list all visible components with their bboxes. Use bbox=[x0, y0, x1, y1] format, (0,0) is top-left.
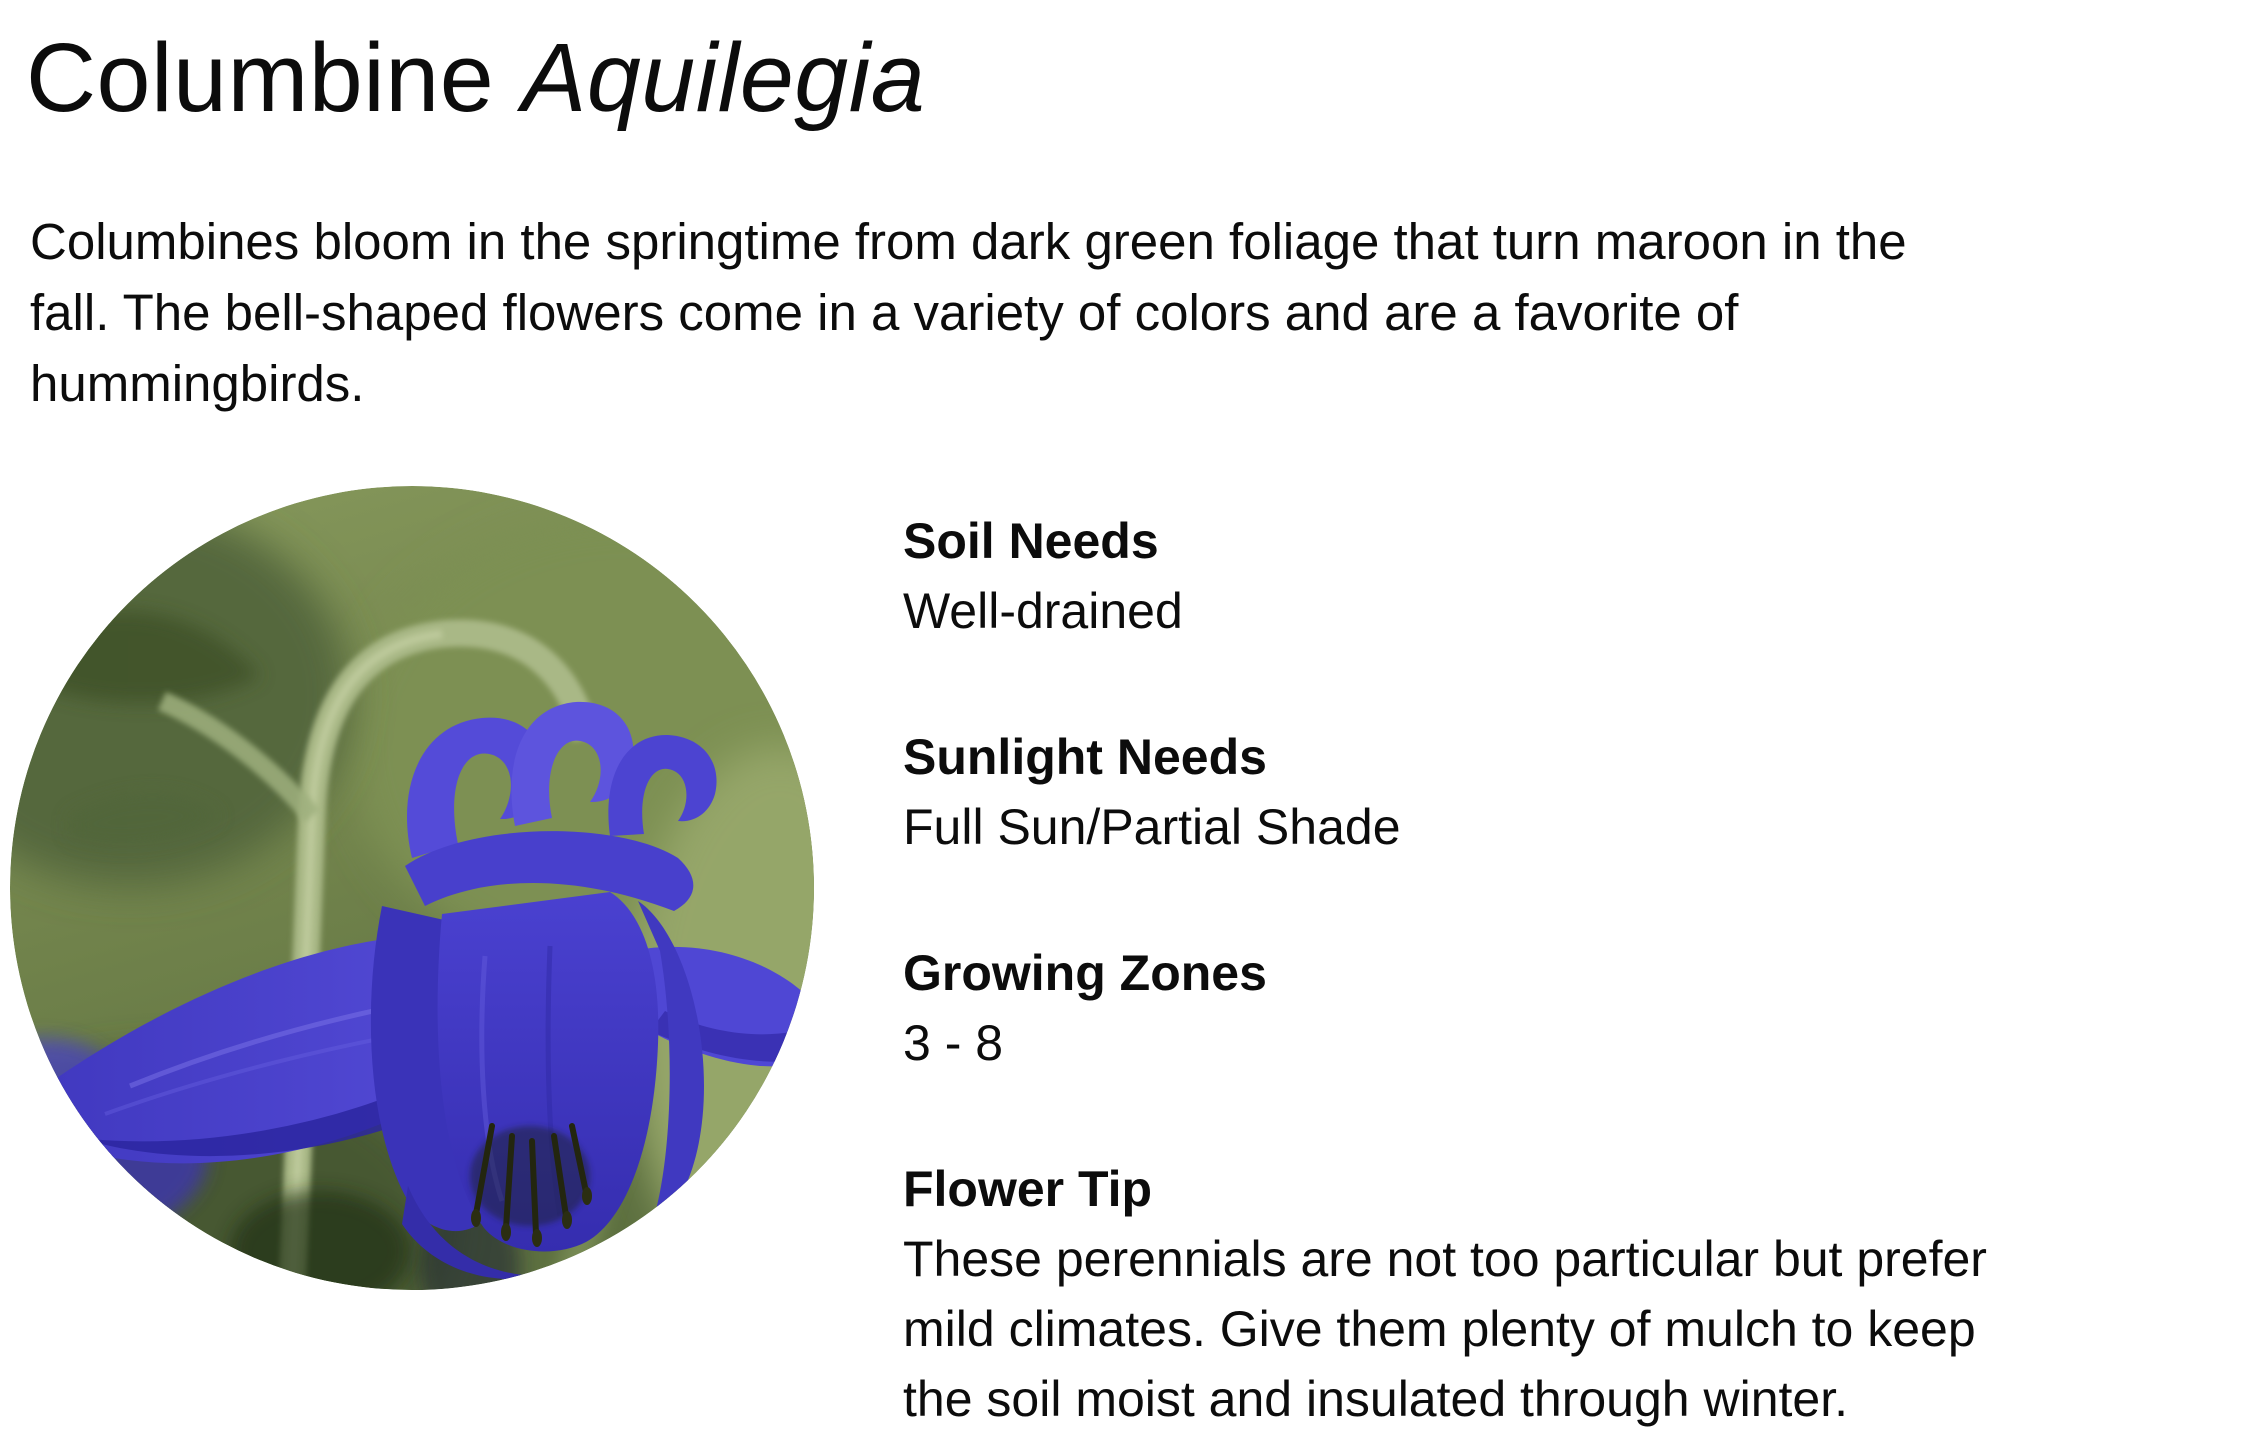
fact-value: These perennials are not too particular but prefer mild climates. Give them plenty of mulch to keep the soil moist and insulated through winter. bbox=[903, 1231, 1987, 1427]
plant-latin-name: Aquilegia bbox=[521, 23, 926, 132]
plant-description: Columbines bloom in the springtime from dark green foliage that turn maroon in the fall. The bell-shaped flowers come in a variety of colors and are a favorite of hummingbirds. bbox=[30, 213, 1907, 412]
fact-label: Growing Zones bbox=[903, 945, 1267, 1001]
fact-label: Soil Needs bbox=[903, 513, 1159, 569]
fact-value: Well-drained bbox=[903, 583, 1183, 639]
columbine-photo bbox=[10, 486, 814, 1290]
flower-illustration bbox=[10, 486, 814, 1290]
fact-soil-needs bbox=[903, 506, 2023, 646]
fact-label: Flower Tip bbox=[903, 1161, 1153, 1217]
fact-growing-zones bbox=[903, 938, 2023, 1078]
fact-label: Sunlight Needs bbox=[903, 729, 1267, 785]
facts-column bbox=[903, 506, 2023, 1452]
fact-sunlight-needs bbox=[903, 722, 2023, 862]
plant-common-name: Columbine bbox=[26, 23, 495, 132]
fact-value: 3 - 8 bbox=[903, 1015, 1004, 1071]
fact-flower-tip bbox=[903, 1154, 2023, 1434]
page-title bbox=[26, 23, 926, 132]
fact-value: Full Sun/Partial Shade bbox=[903, 799, 1401, 855]
